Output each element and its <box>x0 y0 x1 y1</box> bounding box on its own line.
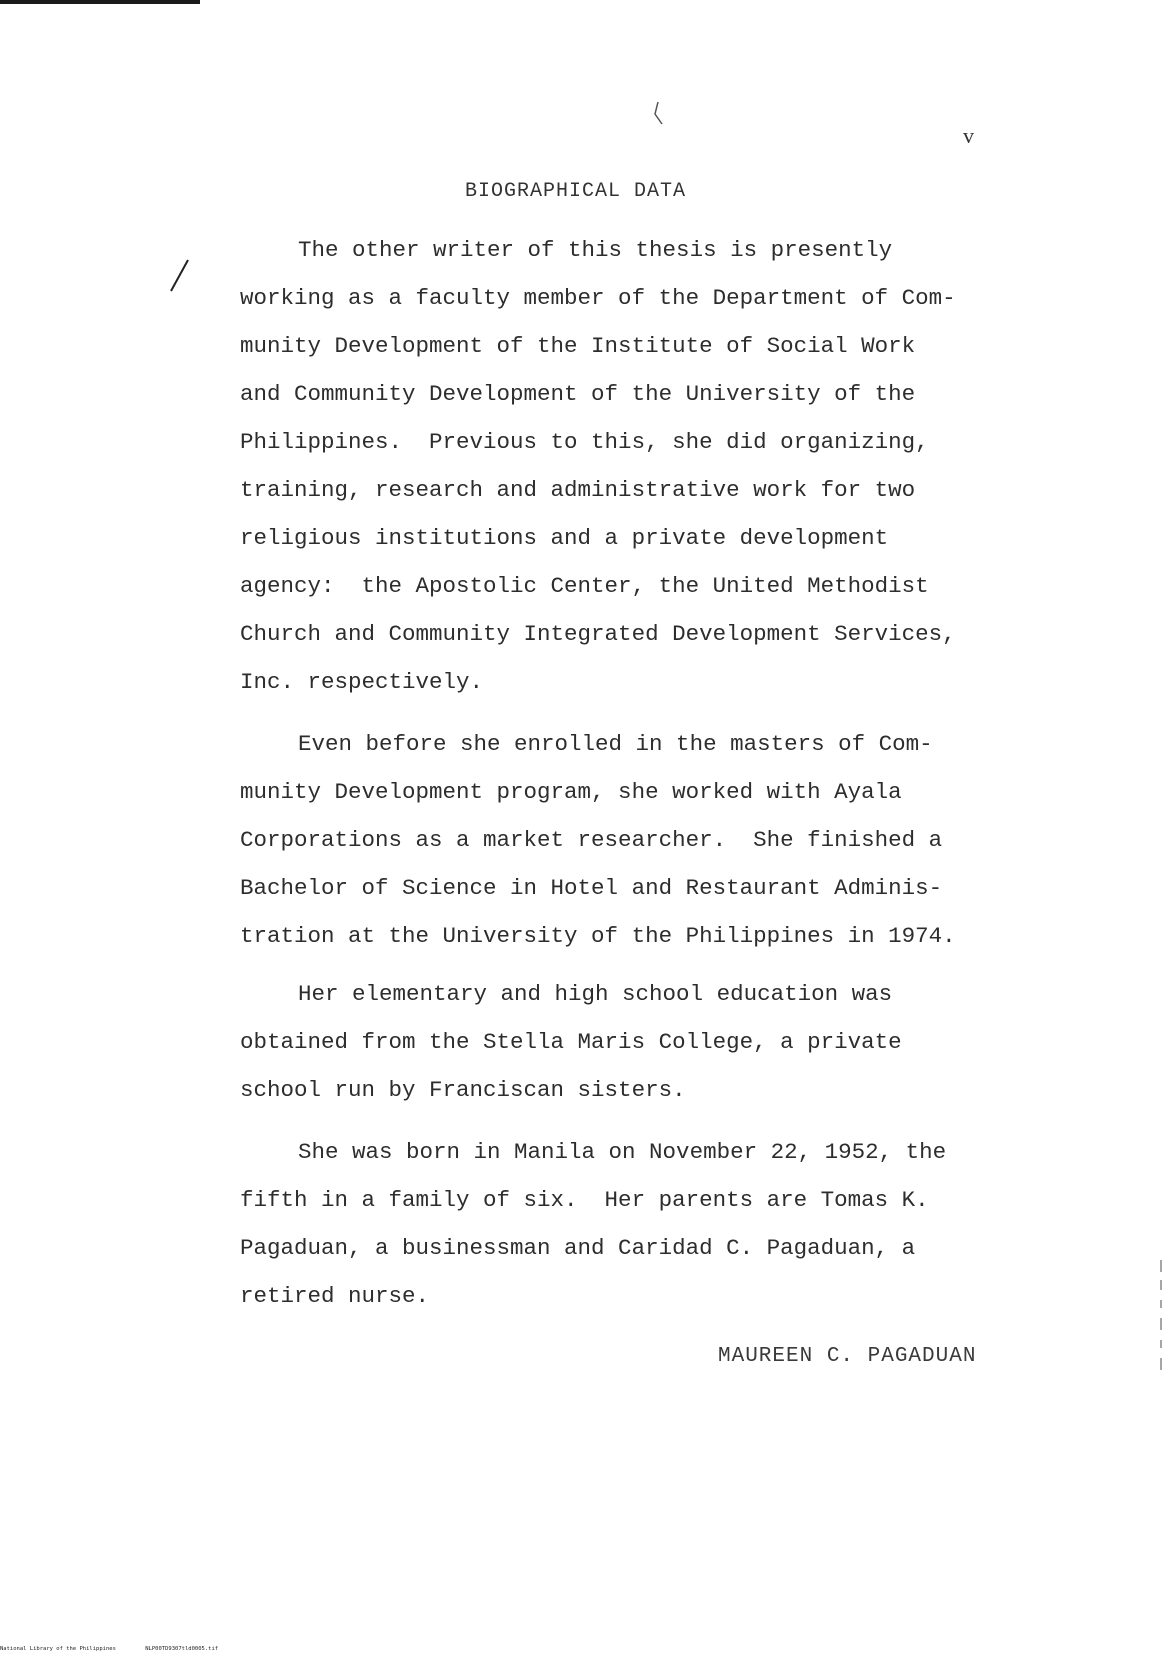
text-line: training, research and administrative work for two <box>240 477 916 503</box>
text-line: She was born in Manila on November 22, 1952, the <box>298 1139 947 1165</box>
scan-edge-line <box>0 0 200 4</box>
page-number: v <box>963 123 974 148</box>
footer-library: National Library of the Philippines <box>0 1646 116 1652</box>
scan-edge-marks <box>1158 1260 1164 1380</box>
text-line: retired nurse. <box>240 1283 430 1309</box>
text-line: Her elementary and high school education was <box>298 981 893 1007</box>
text-line: agency: the Apostolic Center, the United Methodist <box>240 573 929 599</box>
text-line: Inc. respectively. <box>240 669 484 695</box>
text-line: Church and Community Integrated Development Services, <box>240 621 956 647</box>
text-line: Philippines. Previous to this, she did organizing, <box>240 429 929 455</box>
text-line: working as a faculty member of the Department of Com- <box>240 285 956 311</box>
paragraph-birth-family <box>240 1128 1030 1320</box>
text-line: fifth in a family of six. Her parents are Tomas K. <box>240 1187 929 1213</box>
text-line: Pagaduan, a businessman and Caridad C. Pagaduan, a <box>240 1235 916 1261</box>
text-line: religious institutions and a private development <box>240 525 889 551</box>
author-signature-name: MAUREEN C. PAGADUAN <box>718 1345 977 1368</box>
text-line: obtained from the Stella Maris College, a private <box>240 1029 902 1055</box>
paragraph-education-work <box>240 720 1030 960</box>
page-title: BIOGRAPHICAL DATA <box>465 180 687 203</box>
text-line: Bachelor of Science in Hotel and Restaurant Adminis- <box>240 875 943 901</box>
text-line: Even before she enrolled in the masters of Com- <box>298 731 933 757</box>
text-line: munity Development program, she worked with Ayala <box>240 779 902 805</box>
margin-slash-mark <box>168 258 192 294</box>
text-line: tration at the University of the Philippines in 1974. <box>240 923 956 949</box>
scan-footer <box>0 1646 244 1652</box>
text-line: school run by Franciscan sisters. <box>240 1077 686 1103</box>
text-line: and Community Development of the University of the <box>240 381 916 407</box>
pencil-tick-mark <box>650 100 670 130</box>
text-line: The other writer of this thesis is presently <box>298 237 893 263</box>
footer-file-id: NLP00TD9307tld0005.tif <box>145 1646 219 1652</box>
text-line: Corporations as a market researcher. She finished a <box>240 827 943 853</box>
paragraph-current-position <box>240 226 1030 706</box>
text-line: munity Development of the Institute of Social Work <box>240 333 916 359</box>
paragraph-early-education <box>240 970 1030 1114</box>
